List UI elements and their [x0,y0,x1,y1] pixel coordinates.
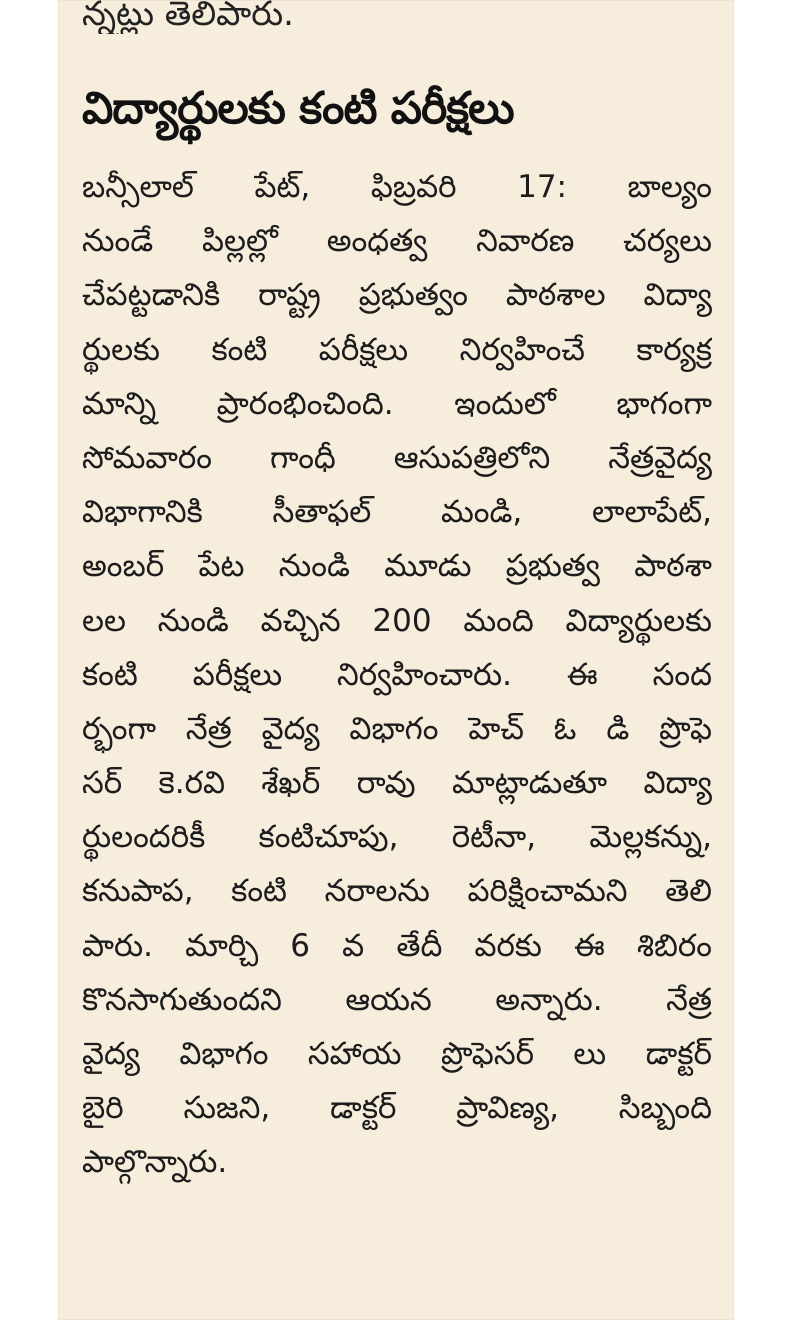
body-line: ర్భంగా నేత్ర వైద్య విభాగం హెచ్ ఓ డి ప్రొఫె [82,710,712,747]
body-line: పాల్గొన్నారు. [82,1144,228,1181]
article-headline: విద్యార్థులకు కంటి పరీక్షలు [82,83,514,134]
body-line: కొనసాగుతుందని ఆయన అన్నారు. నేత్ర [82,981,712,1018]
previous-article-fragment: న్నట్లు తెలిపారు. [82,0,294,34]
body-line: విభాగానికి సీతాఫల్ మండి, లాలాపేట్, [82,494,712,531]
body-line: నుండే పిల్లల్లో అంధత్వ నివారణ చర్యలు [82,223,712,260]
body-line: మాన్ని ప్రారంభించింది. ఇందులో భాగంగా [82,385,712,422]
body-line: లల నుండి వచ్చిన 200 మంది విద్యార్థులకు [82,602,712,639]
body-line: సోమవారం గాంధీ ఆసుపత్రిలోని నేత్రవైద్య [82,439,712,476]
body-line: చేపట్టడానికి రాష్ట్ర ప్రభుత్వం పాఠశాల విద్యా [82,277,712,314]
body-line: పారు. మార్చి 6 వ తేదీ వరకు ఈ శిబిరం [82,927,712,964]
article-body [82,160,712,1190]
body-line: ర్థులందరికీ కంటిచూపు, రెటీనా, మెల్లకన్ను, [82,819,712,856]
body-line: కంటి పరీక్షలు నిర్వహించారు. ఈ సంద [82,656,712,693]
body-line: అంబర్ పేట నుండి మూడు ప్రభుత్వ పాఠశా [82,548,712,585]
body-line: ర్థులకు కంటి పరీక్షలు నిర్వహించే కార్యక్ర [82,331,712,368]
body-line: సర్ కె.రవి శేఖర్ రావు మాట్లాడుతూ విద్యా [82,765,712,802]
body-line: వైద్య విభాగం సహాయ ప్రొఫెసర్ లు డాక్టర్ [82,1036,712,1072]
body-line: కనుపాప, కంటి నరాలను పరిక్షించామని తెలి [82,873,712,910]
body-line: బన్సీలాల్ పేట్, ఫిబ్రవరి 17: బాల్యం [82,169,712,205]
body-line: బైరి సుజని, డాక్టర్ ప్రావిణ్య, సిబ్బంది [82,1090,712,1127]
